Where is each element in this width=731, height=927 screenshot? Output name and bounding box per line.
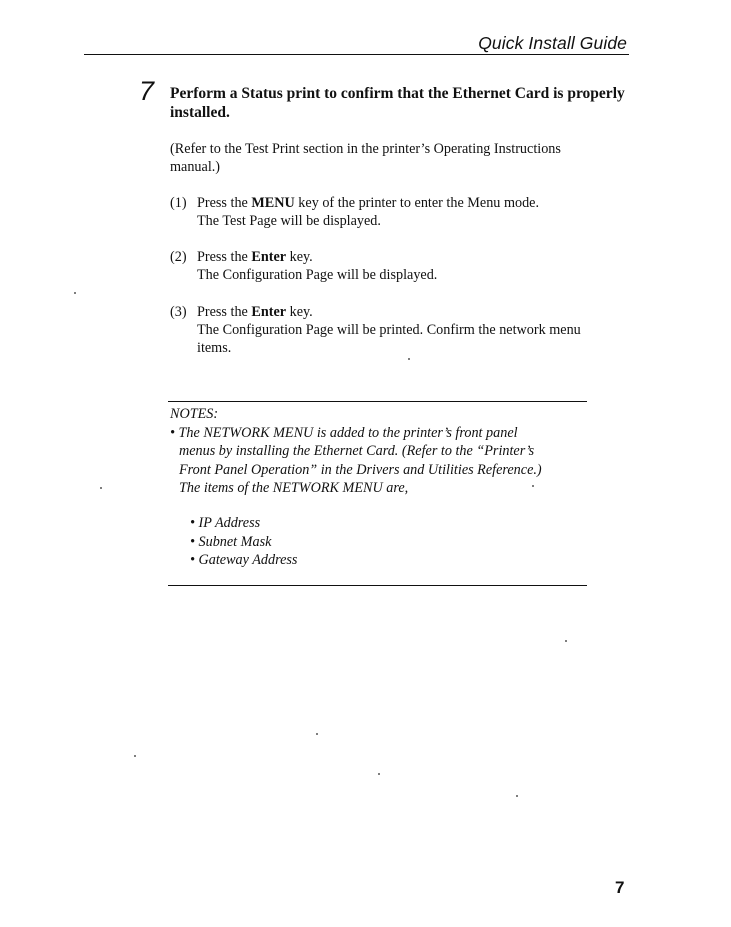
scan-speck	[134, 755, 136, 757]
notes-box	[170, 405, 600, 498]
list-item: • Subnet Mask	[190, 533, 272, 550]
scan-speck	[316, 733, 318, 735]
substep-result: The Configuration Page will be printed. Confirm the network menu	[197, 322, 581, 338]
list-item: • IP Address	[190, 515, 261, 531]
substep-result: The Test Page will be displayed.	[197, 213, 381, 229]
step-heading	[170, 84, 640, 122]
notes-line: menus by installing the Ethernet Card. (Refer to the “Printer’s	[179, 443, 535, 459]
scan-speck	[378, 773, 380, 775]
scan-speck	[565, 640, 567, 642]
scan-speck	[532, 485, 534, 487]
key-name: Enter	[251, 304, 287, 320]
step-number: 7	[139, 76, 155, 106]
substep-number: (3)	[170, 304, 187, 320]
notes-line: The items of the NETWORK MENU are,	[179, 480, 409, 496]
step-heading-line: installed.	[170, 104, 230, 121]
notes-top-rule	[168, 401, 587, 402]
intro-paragraph	[170, 140, 630, 176]
intro-line: manual.)	[170, 159, 221, 175]
header-rule	[84, 54, 629, 55]
notes-line: • The NETWORK MENU is added to the printer’s front panel	[170, 424, 518, 441]
substep-instruction: Press the Enter key.	[197, 304, 313, 320]
substep-result: items.	[197, 340, 232, 356]
step-heading-line: Perform a Status print to confirm that the Ethernet Card is properly	[170, 85, 625, 102]
page-number: 7	[615, 878, 625, 897]
substep-instruction: Press the Enter key.	[197, 249, 313, 265]
scan-speck	[74, 292, 76, 294]
scan-speck	[408, 358, 410, 360]
substep-instruction: Press the MENU key of the printer to enter the Menu mode.	[197, 195, 540, 211]
list-item: • Gateway Address	[190, 552, 298, 568]
key-name: Enter	[251, 249, 287, 265]
scan-speck	[516, 795, 518, 797]
intro-line: (Refer to the Test Print section in the printer’s Operating Instructions	[170, 141, 561, 157]
key-name: MENU	[251, 195, 295, 211]
substep-number: (1)	[170, 195, 187, 211]
header-title: Quick Install Guide	[478, 33, 627, 53]
scan-speck	[100, 487, 102, 489]
notes-bottom-rule	[168, 585, 587, 586]
substep-number: (2)	[170, 249, 187, 265]
notes-line: Front Panel Operation” in the Drivers and Utilities Reference.)	[179, 461, 542, 478]
notes-title: NOTES:	[170, 406, 219, 422]
network-menu-items	[190, 514, 297, 570]
substep-result: The Configuration Page will be displayed.	[197, 267, 438, 283]
